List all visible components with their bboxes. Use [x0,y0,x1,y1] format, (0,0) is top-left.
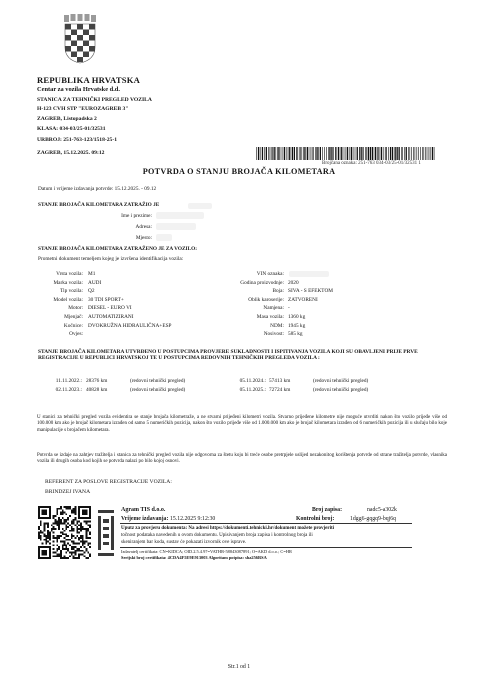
vehicle-right-label: Godina proizvodnje: [240,279,284,286]
verification-line-1: Uputz za provjeru dokumenta: Na adresi https://dokumenti.tehnicki.hr/dokument možete provjeriti [121,526,335,531]
vehicle-left-value: Q2 [88,288,95,295]
vehicle-right-value: 2020 [288,279,299,286]
inspection-date: 05.11.2025.: [239,387,266,393]
requested-by-heading: STANJE BROJAČA KILOMETARA ZATRAŽIO JE [38,202,160,208]
liability-disclaimer: Potvrda se izdaje na zahtjev tražitelja i stanica za tehnički pregled vozila nije odgovorna za štetu koju bi treće osobe pretrpjele uslijed nezakonitog korištenja potvrde od strane tražitelja potvrde, vlasnika vozila ili drugih osoba kod kojih se potvrda nalazi po bilo kojoj osnovi. [37,453,447,465]
vehicle-left-value: AUTOMATIZIRANI [88,314,134,320]
document-barcode [256,147,435,160]
vehicle-left-value: M1 [88,271,96,277]
inspection-km: 40828 km [86,387,108,393]
vehicle-left-value: DIESEL - EURO VI [88,305,132,312]
issued-label: Vrijeme izdavanja: [121,516,169,522]
inspection-date: 02.11.2023.: [55,387,82,393]
vehicle-right-value: ZATVORENI [288,296,318,303]
vehicle-right-value: - [288,305,290,312]
redacted-block [188,203,212,209]
klasa: KLASA: 034-03/25-01/32531 [37,126,106,132]
signer-company: Agram TIS d.o.o. [121,507,166,513]
requested-for-heading: STANJE BROJAČA KILOMETARA ZATRAŽENO JE ZA VOZILO: [38,246,198,252]
control-label: Kontrolni broj: [296,516,335,522]
redacted-place [156,234,172,241]
issued-value: 15.12.2025 9:12:30 [170,516,216,522]
vehicle-left-value: AUDI [88,279,102,286]
vehicle-right-value: 1945 kg [288,322,306,329]
inspection-type: (redovni tehnički pregled) [130,378,186,384]
vehicle-right-value: 1360 kg [288,314,306,320]
vehicle-right-value: 585 kg [288,331,303,338]
inspection-date: 11.11.2022.: [55,378,82,384]
name-label: Ime i prezime: [121,213,152,219]
vehicle-left-label: Mjenjač: [64,314,83,320]
inspection-type: (redovni tehnički pregled) [313,378,369,384]
issue-datetime: Datum i vrijeme izdavanja potvrde: 15.12.2025. - 09.12 [38,186,157,192]
vehicle-left-label: Motor: [68,305,83,312]
certificate-serial: Serijski broj certifikata: 4CDA4F5E9E913003 Algoritam potpisa: sha256RSA [121,555,267,560]
page-number: Str.1 od 1 [227,664,251,670]
inspection-km: 57413 km [269,378,291,384]
odometer-disclaimer: U stanici za tehnički pregled vozila evidentira se stanje brojača kilometraže, a ne stvarni prijeđeni kilometri vozila. Stvarno prijeđene kilometre nije moguće utvrditi nakon što vozilo prijeđe više od 100.000 km ako je brojač kilometara izrađen od samo 5 numeričkih pozicija, nakon što vozilo prijeđe više od 1.000.000 km ako je brojač kilometara izrađen od 6 numeričkih pozicija ili u slučaju bilo koje manipulacije s brojačem kilometara. [37,415,447,433]
inspection-km: 28376 km [86,378,108,384]
vehicle-right-label: Namjena: [263,305,284,312]
redacted-name [156,212,204,219]
vehicle-right-label: Nosivost: [263,331,284,338]
inspection-date: 05.11.2024.: [239,378,266,384]
country-title: REPUBLIKA HRVATSKA [37,75,141,85]
digital-seal-icon [95,507,117,559]
place-label: Mjesto: [135,235,152,241]
requested-for-note: Prometni dokument temeljem kojeg je izvršena identifikacija vozila: [38,256,184,262]
vehicle-left-label: Ovjes: [69,331,83,338]
referent-label: REFERENT ZA POSLOVE REGISTRACIJE VOZILA: [45,479,172,485]
verification-qr-code[interactable] [38,506,91,559]
station-name: STANICA ZA TEHNIČKI PREGLED VOZILA [37,97,152,103]
barcode-label: Brojčana oznaka: 251-763 034-03/25-01/32531 1 [322,161,421,166]
vehicle-right-label: VIN oznaka: [256,271,284,277]
vehicle-left-label: Tip vozila: [60,288,83,295]
redacted-address [156,223,196,230]
address-label: Adresa: [135,224,152,230]
station-id: H-123 CVH STP "EUROZAGREB 3" [37,106,129,112]
vehicle-right-value: SIVA - S EFEKTOM [288,288,333,295]
station-address: ZAGREB, Listopadska 2 [37,116,97,122]
vehicle-left-label: Marka vozila: [53,279,83,286]
inspections-heading: STANJE BROJAČA KILOMETARA UTVRĐENO U POSTUPCIMA PROVJERE SUKLADNOSTI I ISPITIVANJA VOZILA KOJI SU OBAVLJENI PRIJE PRVE REGISTRACIJE U REPUBLICI HRVATSKOJ TE U POSTUPCIMA REDOVNIH TEHNIČKIH PREGLEDA VOZILA : [38,349,418,362]
certificate-issuer: Izdavatelj certifikata: CN=KIDCA; OID.2.5.4.97=VATHR-58843087891; O=AKD d.o.o.; C=HR [121,549,292,554]
verification-line-3: skeniranjem bar koda, sustav će pokazati izvornik ove isprave. [121,540,247,545]
vehicle-left-label: Vrsta vozila: [56,271,83,277]
vehicle-right-label: Oblik karoserije: [248,296,284,303]
vehicle-right-label: Boja: [272,288,284,295]
redacted-vin [289,271,329,277]
inspection-km: 72724 km [269,387,291,393]
referent-name: BRINDZEJ IVANA [45,489,91,495]
inspection-type: (redovni tehnički pregled) [130,387,186,393]
record-value: nadc5-a302k [367,507,397,513]
verification-line-2: točnost podataka navedenih u ovom dokumentu. Upisivanjem broja zapisa i kontrolnog broja ili [121,533,313,538]
inspection-type: (redovni tehnički pregled) [313,387,369,393]
signature-divider [120,523,412,524]
vehicle-left-label: Model vozila: [53,296,83,303]
center-name: Centar za vozila Hrvatske d.d. [37,86,120,93]
vehicle-right-label: NDM: [270,322,284,329]
vehicle-left-value: DVOKRUŽNA HIDRAULIČNA+ESP [88,322,172,329]
vehicle-left-value: 30 TDI SPORT+ [88,296,124,303]
place-date: ZAGREB, 15.12.2025. 09:12 [37,150,105,156]
croatian-coat-of-arms-icon [63,14,97,64]
document-title: POTVRDA O STANJU BROJAČA KILOMETARA [142,167,336,176]
vehicle-right-label: Masa vozila: [256,314,284,320]
vehicle-left-label: Kočnice: [63,322,83,329]
urbroj: URBROJ: 251-763-123/1518-25-1 [37,137,118,143]
control-value: 1dgg6-gqgq9-bqj6q [350,516,397,522]
record-label: Broj zapisa: [312,507,343,513]
signature-divider-2 [120,547,412,548]
